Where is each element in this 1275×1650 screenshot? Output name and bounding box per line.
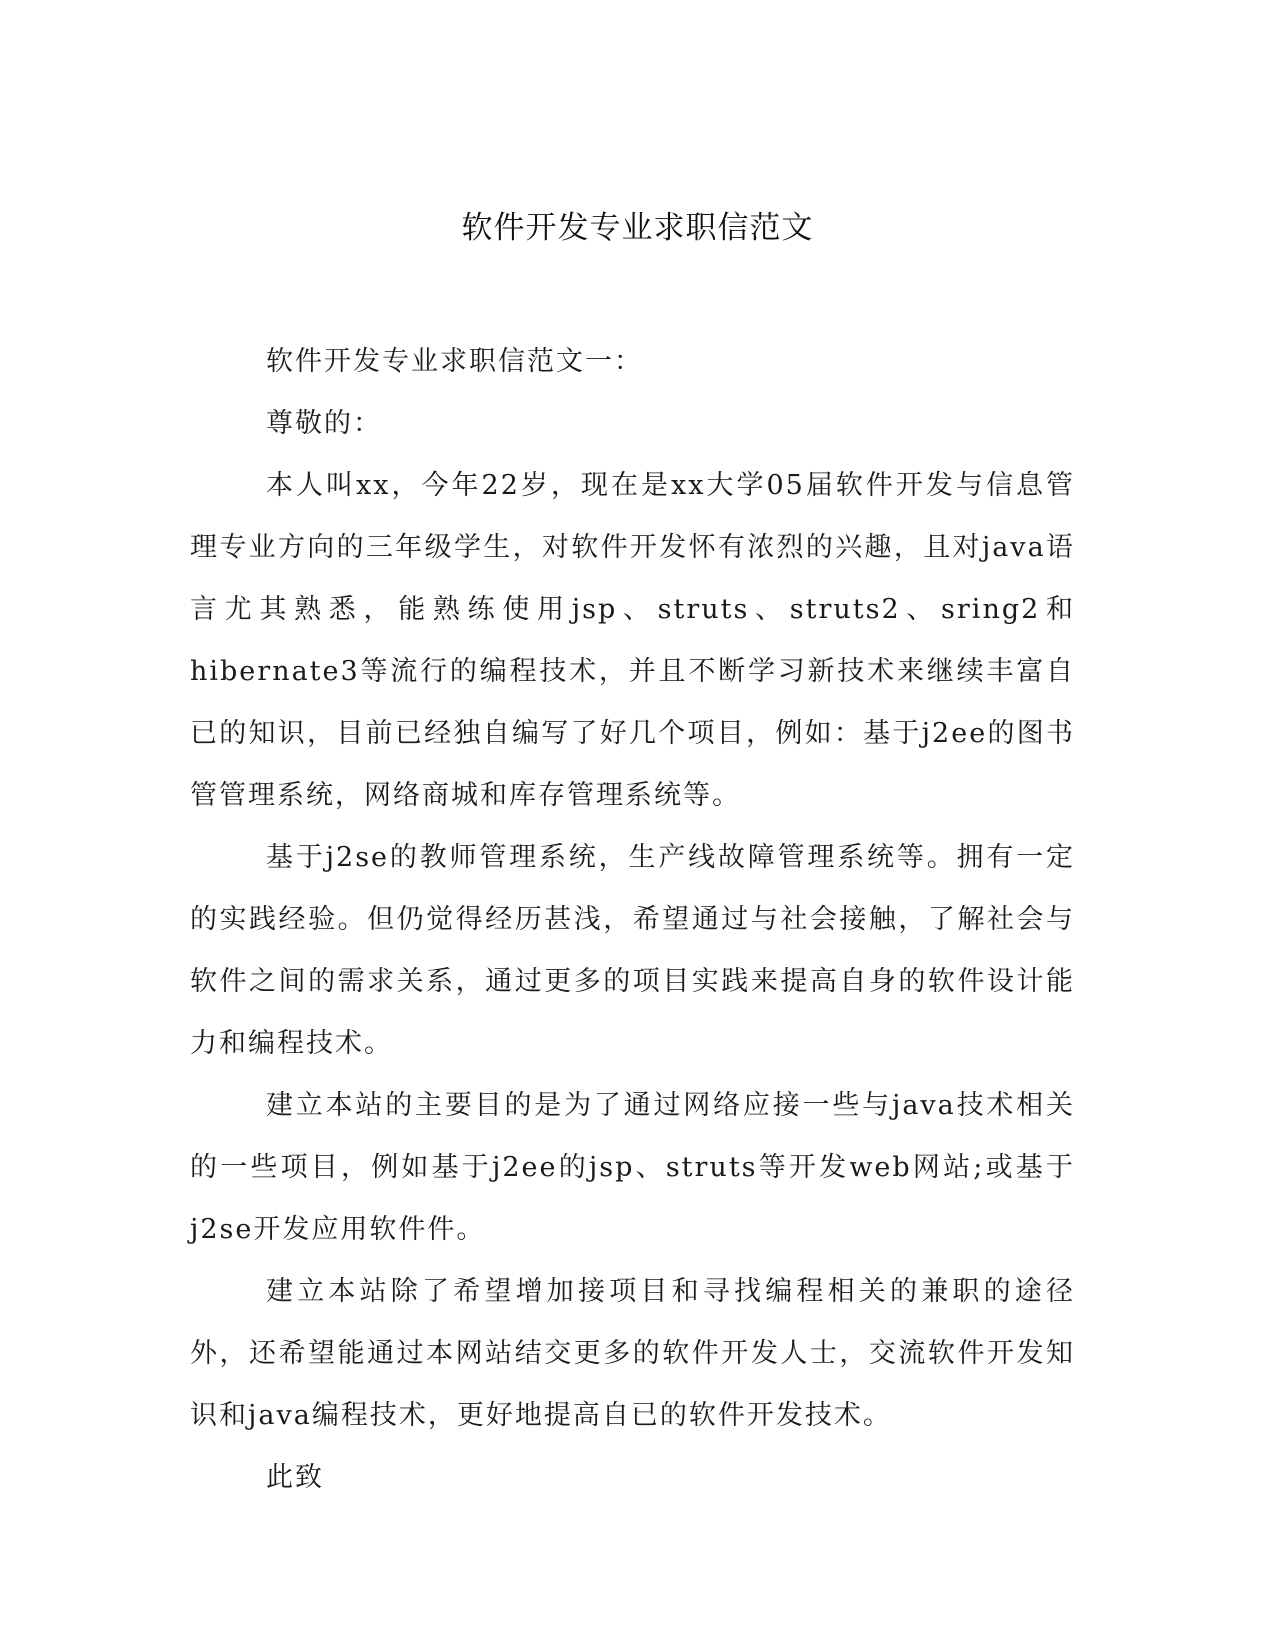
paragraph-closing: 此致: [266, 1462, 324, 1493]
document-body: [190, 331, 1075, 1509]
paragraph-experience: 基于j2se的教师管理系统，生产线故障管理系统等。拥有一定的实践经验。但仍觉得经历甚浅，希望通过与社会接触，了解社会与软件之间的需求关系，通过更多的项目实践来提高自身的软件设计能力和编程技术。: [190, 842, 1075, 1059]
paragraph-site-goals: 建立本站除了希望增加接项目和寻找编程相关的兼职的途径外，还希望能通过本网站结交更多的软件开发人士，交流软件开发知识和java编程技术，更好地提高自已的软件开发技术。: [190, 1276, 1075, 1431]
paragraph-intro: 本人叫xx，今年22岁，现在是xx大学05届软件开发与信息管理专业方向的三年级学生，对软件开发怀有浓烈的兴趣，且对java语言尤其熟悉，能熟练使用jsp、struts、struts2、sring2和hibernate3等流行的编程技术，并且不断学习新技术来继续丰富自已的知识，目前已经独自编写了好几个项目，例如：基于j2ee的图书管管理系统，网络商城和库存管理系统等。: [190, 470, 1075, 811]
paragraph-salutation: 尊敬的：: [266, 408, 382, 439]
paragraph-site-purpose: 建立本站的主要目的是为了通过网络应接一些与java技术相关的一些项目，例如基于j2ee的jsp、struts等开发web网站;或基于j2se开发应用软件件。: [190, 1090, 1075, 1245]
document-title: 软件开发专业求职信范文: [461, 210, 814, 246]
paragraph-heading: 软件开发专业求职信范文一：: [266, 346, 643, 377]
